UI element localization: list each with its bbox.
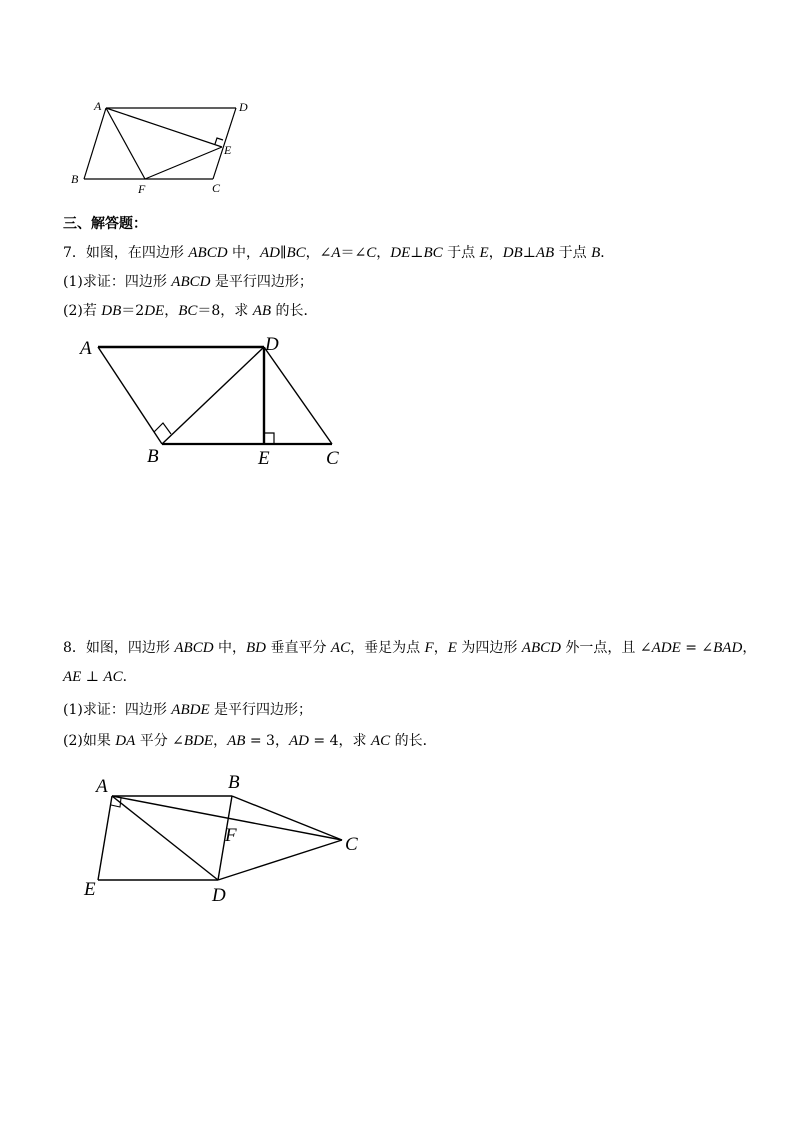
math-symbol: AC <box>330 640 351 656</box>
q7-stem-text <box>86 245 614 261</box>
q7-figure <box>70 330 360 470</box>
section-title: 三、解答题： <box>63 216 147 232</box>
q8-part1 <box>63 700 312 720</box>
math-symbol: ABCD <box>171 274 211 290</box>
text-run: ⊥ <box>522 245 536 261</box>
text-run: ， <box>376 245 391 261</box>
text-run: = 4，求 <box>308 733 371 749</box>
label-A: A <box>96 776 108 797</box>
q7-stem <box>63 243 614 263</box>
math-symbol: AB <box>227 733 246 749</box>
text-run: ＝8，求 <box>197 303 253 319</box>
label-C: C <box>326 448 339 469</box>
math-symbol: DB <box>502 245 523 261</box>
math-symbol: AE <box>63 669 82 685</box>
text-run: ，∠ <box>305 245 332 261</box>
math-symbol: F <box>424 640 434 656</box>
text-run: ， <box>213 733 228 749</box>
text-run: (2)如果 <box>63 733 116 749</box>
label-F: F <box>225 825 237 846</box>
text-run: (1)求证：四边形 <box>63 702 172 718</box>
text-run: ， <box>433 640 448 656</box>
text-run: = 3， <box>245 733 289 749</box>
math-symbol: AC <box>103 669 123 685</box>
math-symbol: ABCD <box>521 640 561 656</box>
label-E: E <box>224 143 232 157</box>
figure-previous <box>60 96 270 201</box>
text-run: ∥ <box>280 245 287 261</box>
math-symbol: DE <box>144 303 165 319</box>
text-run: ． <box>122 669 137 685</box>
math-symbol: AD <box>288 733 309 749</box>
math-symbol: AD <box>260 245 280 261</box>
text-run: ， <box>488 245 503 261</box>
math-symbol: C <box>366 245 377 261</box>
text-run: 于点 <box>442 245 480 261</box>
q8-number: 8． <box>63 640 86 656</box>
text-run: = ∠ <box>680 640 714 656</box>
math-symbol: A <box>331 245 341 261</box>
math-symbol: DB <box>101 303 122 319</box>
text-run: 中， <box>227 245 260 261</box>
math-symbol: DE <box>390 245 411 261</box>
math-symbol: ABDE <box>171 702 210 718</box>
label-E: E <box>84 879 96 900</box>
math-symbol: BDE <box>183 733 214 749</box>
math-symbol: ABCD <box>174 640 214 656</box>
label-B: B <box>71 172 79 186</box>
math-symbol: BC <box>423 245 443 261</box>
label-D: D <box>212 885 226 906</box>
text-run: ， <box>164 303 179 319</box>
q8-stem <box>63 638 756 658</box>
math-symbol: AB <box>535 245 555 261</box>
math-symbol: E <box>479 245 489 261</box>
q8-part2 <box>63 731 437 751</box>
text-run: 平分 ∠ <box>135 733 184 749</box>
label-C: C <box>212 181 221 195</box>
math-symbol: E <box>447 640 457 656</box>
text-run: 如图，在四边形 <box>85 245 189 261</box>
q7-part1 <box>63 272 313 292</box>
q8-stem-text <box>86 640 756 656</box>
math-symbol: BC <box>178 303 198 319</box>
q7-part2 <box>63 301 318 321</box>
text-run: 垂直平分 <box>266 640 331 656</box>
text-run: 中， <box>213 640 246 656</box>
math-symbol: AC <box>370 733 391 749</box>
text-run: 是平行四边形； <box>210 274 313 290</box>
text-run: (1)求证：四边形 <box>63 274 172 290</box>
label-A: A <box>80 338 92 359</box>
label-C: C <box>345 834 358 855</box>
math-symbol: BD <box>246 640 266 656</box>
text-run: (2)若 <box>63 303 102 319</box>
text-run: ． <box>600 245 615 261</box>
math-symbol: BC <box>286 245 306 261</box>
q8-figure <box>80 768 380 908</box>
text-run: ＝2 <box>121 303 145 319</box>
math-symbol: B <box>591 245 601 261</box>
math-symbol: BAD <box>713 640 743 656</box>
text-run: ＝∠ <box>340 245 367 261</box>
text-run: ⊥ <box>410 245 424 261</box>
text-run: 为四边形 <box>456 640 522 656</box>
text-run: 于点 <box>554 245 592 261</box>
label-F: F <box>138 182 146 196</box>
text-run: 的长． <box>271 303 318 319</box>
q7-number: 7． <box>63 245 86 261</box>
label-B: B <box>228 772 240 793</box>
label-D: D <box>265 334 279 355</box>
text-run: 的长． <box>390 733 437 749</box>
text-run: 外一点，且 ∠ <box>560 640 652 656</box>
text-run: ， <box>742 640 757 656</box>
label-B: B <box>147 446 159 467</box>
text-run: 如图，四边形 <box>85 640 175 656</box>
text-run: ，垂足为点 <box>350 640 425 656</box>
label-D: D <box>239 100 248 114</box>
text-run: 是平行四边形； <box>209 702 313 718</box>
math-symbol: AB <box>252 303 272 319</box>
label-E: E <box>258 448 270 469</box>
math-symbol: ABCD <box>188 245 228 261</box>
math-symbol: ADE <box>651 640 681 656</box>
math-symbol: DA <box>115 733 136 749</box>
text-run: ⊥ <box>81 669 104 685</box>
label-A: A <box>94 99 102 113</box>
q8-stem-cont <box>63 667 137 687</box>
